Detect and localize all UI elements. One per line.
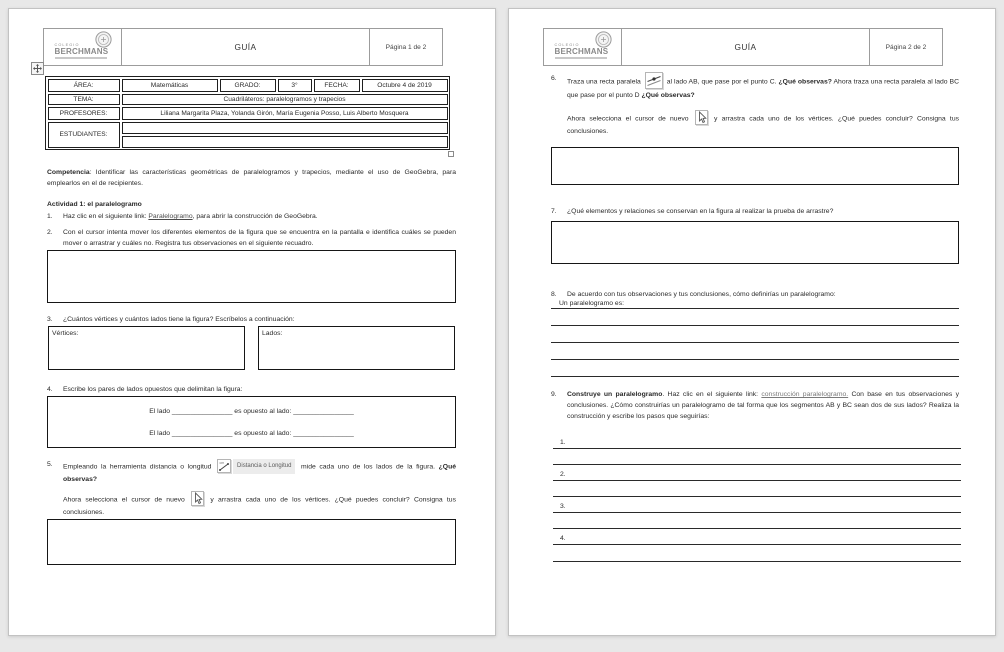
construccion-paralelogramo-link[interactable]: construcción paralelogramo. xyxy=(761,391,849,398)
question-6-bold-1: ¿Qué observas? xyxy=(778,78,832,86)
step-fill-line[interactable] xyxy=(553,513,961,529)
school-seal-icon xyxy=(595,31,612,48)
question-7-text: ¿Qué elementos y relaciones se conservan en la figura al realizar la prueba de arrastre? xyxy=(567,208,834,215)
distance-tool-icon xyxy=(217,459,231,473)
question-6-pre: Traza una recta paralela xyxy=(567,78,643,86)
question-5-number: 5. xyxy=(47,461,53,468)
step-fill-line[interactable] xyxy=(553,545,961,562)
info-row-tema xyxy=(48,94,448,105)
logo-text-colegio: COLEGIO xyxy=(554,43,580,47)
question-7-number: 7. xyxy=(551,208,557,215)
q8-fill-line[interactable] xyxy=(551,326,959,343)
question-2-number: 2. xyxy=(47,229,53,236)
question-9-mid: . Haz clic en el siguiente link: xyxy=(662,391,762,398)
tema-value: Cuadriláteros: paralelogramos y trapecios xyxy=(122,94,448,105)
page-number-label: Página 2 de 2 xyxy=(885,43,927,51)
question-9 xyxy=(551,389,959,422)
question-6-bold-2: ¿Qué observas? xyxy=(641,92,695,99)
cursor-tool-icon xyxy=(695,110,708,125)
logo-motto-rule xyxy=(55,57,107,59)
estudiantes-blank-1[interactable] xyxy=(122,122,448,134)
logo-text-berchmans: BERCHMANS xyxy=(554,47,609,56)
school-logo xyxy=(52,32,114,62)
question-6b xyxy=(567,111,959,137)
competencia-text: : Identificar las características geométricas de paralelogramos y trapecios, mediante el uso de GeoGebra, para emplearlos en el de recipientes. xyxy=(47,169,456,187)
info-row-profesores xyxy=(48,107,448,120)
competencia-label: Competencia xyxy=(47,169,90,176)
q8-answer-lines xyxy=(551,299,959,377)
answer-box-q7[interactable] xyxy=(551,221,959,264)
step-line-4[interactable]: 4. xyxy=(553,529,961,545)
step-line-3[interactable]: 3. xyxy=(553,497,961,513)
info-row-area xyxy=(48,79,448,92)
grado-label: GRADO: xyxy=(220,79,276,92)
parallel-line-tool-icon xyxy=(645,72,663,89)
fecha-value: Octubre 4 de 2019 xyxy=(362,79,448,92)
question-5-text-post: mide cada uno de los lados de la figura. xyxy=(297,463,439,471)
question-4-number: 4. xyxy=(47,386,53,393)
question-5b-pre: Ahora selecciona el cursor de nuevo xyxy=(63,496,190,504)
question-9-number: 9. xyxy=(551,391,557,398)
question-4 xyxy=(47,384,456,395)
competencia-paragraph xyxy=(47,167,456,189)
page-number-label: Página 1 de 2 xyxy=(385,43,427,51)
profesores-label: PROFESORES: xyxy=(48,107,120,120)
question-5-text: Empleando la herramienta distancia o longitud xyxy=(63,463,216,471)
question-8-text: De acuerdo con tus observaciones y tus conclusiones, cómo definirías un paralelogramo: xyxy=(567,291,836,298)
question-1 xyxy=(47,211,456,222)
answer-box-q6[interactable] xyxy=(551,147,959,185)
q8-fill-line-prompt[interactable]: Un paralelogramo es: xyxy=(551,299,959,309)
answer-box-q4[interactable] xyxy=(47,396,456,448)
document-title: GUÍA xyxy=(122,29,370,65)
grado-value: 3° xyxy=(278,79,312,92)
question-5b xyxy=(63,492,456,518)
area-label: ÁREA: xyxy=(48,79,120,92)
cursor-tool-icon xyxy=(191,491,204,506)
logo-motto-rule xyxy=(555,57,607,59)
info-table xyxy=(45,76,450,150)
tema-label: TEMA: xyxy=(48,94,120,105)
paralelogramo-link[interactable]: Paralelogramo xyxy=(148,213,193,220)
question-3-number: 3. xyxy=(47,316,53,323)
distance-tool-label: Distancia o Longitud xyxy=(233,459,295,474)
question-6 xyxy=(551,73,959,101)
step-line-1[interactable]: 1. xyxy=(553,433,961,449)
question-6-mid: al lado AB, que pase por el punto C. xyxy=(664,78,779,86)
step-line-2[interactable]: 2. xyxy=(553,465,961,481)
estudiantes-blank-2[interactable] xyxy=(122,136,448,148)
header-table xyxy=(543,28,943,66)
question-6b-pre: Ahora selecciona el cursor de nuevo xyxy=(567,115,693,123)
question-9-post: Con base en tus observaciones y conclusiones. ¿Cómo construirías un paralelogramo de tal forma que los segmentos AB y BC sean dos de sus lados? Realiza la construcción y escribe los pasos que seguirías: xyxy=(567,391,959,420)
logo-cell xyxy=(544,29,622,65)
area-value: Matemáticas xyxy=(122,79,218,92)
answer-box-q2[interactable] xyxy=(47,250,456,303)
question-3-text: ¿Cuántos vértices y cuántos lados tiene la figura? Escríbelos a continuación: xyxy=(63,316,295,323)
construction-steps xyxy=(553,433,961,562)
header-table xyxy=(43,28,443,66)
lados-label: Lados: xyxy=(262,330,283,337)
school-seal-icon xyxy=(95,31,112,48)
question-3 xyxy=(47,314,456,325)
document-page-1 xyxy=(8,8,496,636)
question-5-bold: ¿Qué observas? xyxy=(63,463,456,483)
q8-fill-line[interactable] xyxy=(551,360,959,377)
move-icon xyxy=(33,64,42,73)
vertices-label: Vértices: xyxy=(52,330,79,337)
question-2-text: Con el cursor intenta mover los diferentes elementos de la figura que se encuentra en la pantalla e identifica cuáles se pueden mover o arrastrar y cuáles no. Registra tus observaciones en el siguiente recuadro. xyxy=(63,229,456,247)
profesores-value: Liliana Margarita Plaza, Yolanda Girón, María Eugenia Posso, Luis Alberto Mosquera xyxy=(122,107,448,120)
logo-text-berchmans: BERCHMANS xyxy=(54,47,109,56)
question-1-text-post: , para abrir la construcción de GeoGebra. xyxy=(192,213,318,220)
actividad-title: Actividad 1: el paralelogramo xyxy=(47,201,142,208)
question-9-bold: Construye un paralelogramo xyxy=(567,391,663,398)
estudiantes-label: ESTUDIANTES: xyxy=(48,122,120,148)
question-7 xyxy=(551,206,959,217)
logo-text-colegio: COLEGIO xyxy=(54,43,80,47)
answer-box-q5[interactable] xyxy=(47,519,456,565)
question-2 xyxy=(47,227,456,249)
question-4-text: Escribe los pares de lados opuestos que delimitan la figura: xyxy=(63,386,243,393)
document-page-2 xyxy=(508,8,996,636)
question-6b-post: y arrastra cada uno de los vértices. ¿Qué puedes concluir? Consigna tus conclusiones. xyxy=(567,115,959,135)
q8-fill-line[interactable] xyxy=(551,309,959,326)
answer-box-lados[interactable] xyxy=(258,326,455,370)
table-resize-handle[interactable] xyxy=(448,151,454,157)
q8-fill-line[interactable] xyxy=(551,343,959,360)
info-row-estudiantes xyxy=(48,122,448,148)
question-5b-post: y arrastra cada uno de los vértices. ¿Qué puedes concluir? Consigna tus conclusiones. xyxy=(63,496,456,516)
logo-cell xyxy=(44,29,122,65)
q4-fill-line-1[interactable]: El lado ________________ es opuesto al lado: ________________ xyxy=(149,408,354,415)
question-6-number: 6. xyxy=(551,75,557,82)
table-move-handle[interactable] xyxy=(31,62,44,75)
school-logo xyxy=(552,32,614,62)
question-1-text: Haz clic en el siguiente link: xyxy=(63,213,149,220)
step-fill-line[interactable] xyxy=(553,481,961,497)
step-fill-line[interactable] xyxy=(553,449,961,465)
question-1-number: 1. xyxy=(47,213,53,220)
question-8-number: 8. xyxy=(551,291,557,298)
question-5 xyxy=(47,459,456,485)
svg-text:cm: cm xyxy=(219,460,225,465)
document-title: GUÍA xyxy=(622,29,870,65)
fecha-label: FECHA: xyxy=(314,79,360,92)
q4-fill-line-2[interactable]: El lado ________________ es opuesto al lado: ________________ xyxy=(149,430,354,437)
answer-box-vertices[interactable] xyxy=(48,326,245,370)
question-6-mid2: Ahora traza una recta paralela al lado BC que pase por el punto D xyxy=(567,78,959,99)
